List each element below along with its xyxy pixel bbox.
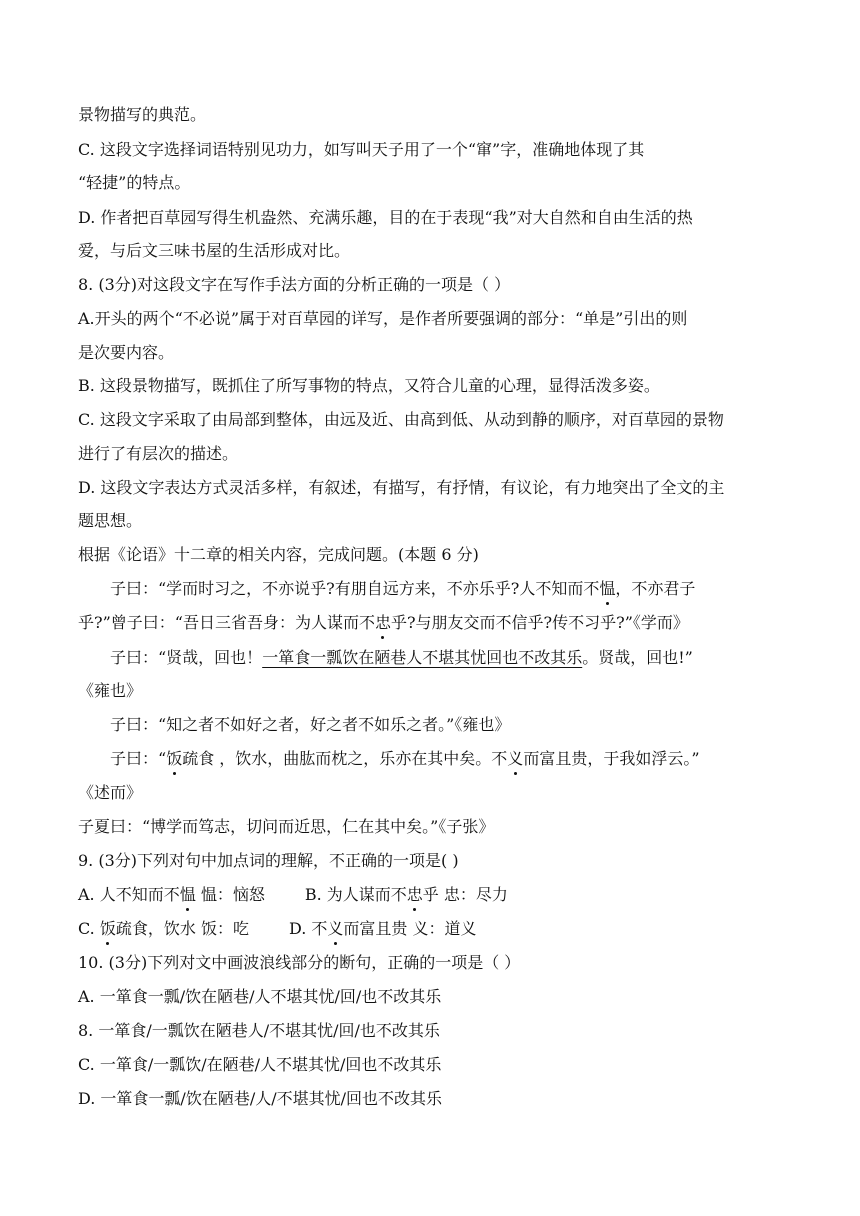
quote-line	[78, 612, 830, 634]
option-d: D. 这段文字表达方式灵活多样，有叙述，有描写，有抒情，有议论，有力地突出了全文的主	[78, 478, 725, 497]
q10-option: D. 一箪食一瓢/饮在陋巷/人/不堪其忧/回也不改其乐	[78, 1089, 442, 1108]
text-line: 景物描写的典范。	[78, 105, 207, 124]
q9-option-c: C. 饭疏食，饮水 饭：吃	[78, 919, 249, 938]
quote-text: 乎?与朋友交而不信乎?传不习乎?”《学而》	[390, 613, 689, 632]
q9-option-d: D. 不义而富且贵 义：道义	[288, 919, 477, 938]
quote-source: 《雍也》	[78, 681, 143, 700]
quote-text: 子曰：“学而时习之，不亦说乎?有朋自远方来，不亦乐乎?人不知而不	[110, 579, 600, 598]
question-8-stem: 8. (3分)对这段文字在写作手法方面的分析正确的一项是（ ）	[78, 275, 511, 294]
quote-text: 而富且贵，于我如浮云。”	[523, 749, 700, 768]
text-line: 是次要内容。	[78, 343, 175, 362]
text-line: D. 作者把百草园写得生机盎然、充满乐趣，目的在于表现“我”对大自然和自由生活的热	[78, 208, 693, 227]
wavy-underlined-text: 一箪食一瓢饮在陋巷人不堪其忧回也不改其乐	[262, 648, 583, 667]
dotted-char: 义	[327, 919, 344, 938]
quote-text: ，不亦君子	[615, 579, 696, 598]
dotted-char: 饭	[166, 749, 183, 768]
dotted-char: 饭	[99, 919, 116, 938]
text-line: 题思想。	[78, 511, 143, 530]
quote-line: 子曰：“知之者不如好之者，好之者不如乐之者。”《雍也》	[110, 715, 511, 734]
quote-text: 乎?”曾子曰：“吾日三省吾身：为人谋而不	[78, 613, 375, 632]
quote-line	[110, 578, 830, 600]
option-b: B. 这段景物描写，既抓住了所写事物的特点，又符合儿童的心理，显得活泼多姿。	[78, 376, 660, 395]
dotted-char: 忠	[406, 885, 423, 904]
text-line: C. 这段文字选择词语特别见功力，如写叫天子用了一个“窜”字，准确地体现了其	[78, 140, 645, 159]
quote-text: 子曰：“	[110, 749, 167, 768]
quote-text: 子曰：“贤哉，回也！	[110, 648, 263, 667]
quote-line	[110, 647, 830, 669]
q9-option-a: A. 人不知而不愠 愠：恼怒	[78, 885, 265, 904]
option-a: A.开头的两个“不必说”属于对百草园的详写，是作者所要强调的部分：“单是”引出的则	[78, 309, 688, 328]
quote-line	[110, 748, 830, 770]
text-line: 进行了有层次的描述。	[78, 444, 239, 463]
quote-line: 子夏曰：“博学而笃志，切问而近思，仁在其中矣。”《子张》	[78, 817, 495, 836]
text-line: “轻捷”的特点。	[78, 173, 191, 192]
q10-option: C. 一箪食/一瓢饮/在陋巷/人不堪其忧/回也不改其乐	[78, 1055, 442, 1074]
q9-options-row	[78, 884, 830, 906]
quote-text: 疏食 ，饮水，曲肱而枕之，乐亦在其中矣。不	[182, 749, 508, 768]
dotted-char: 义	[507, 749, 524, 768]
dotted-char: 愠	[599, 579, 616, 598]
question-9-stem: 9. (3分)下列对句中加点词的理解，不正确的一项是( )	[78, 851, 459, 870]
quote-source: 《述而》	[78, 783, 143, 802]
dotted-char: 愠	[179, 885, 196, 904]
q9-options-row	[78, 918, 830, 940]
option-c: C. 这段文字采取了由局部到整体，由远及近、由高到低、从动到静的顺序，对百草园的景物	[78, 410, 724, 429]
q9-option-b: B. 为人谋而不忠乎 忠：尽力	[304, 885, 508, 904]
q10-option: A. 一箪食一瓢/饮在陋巷/人不堪其忧/回/也不改其乐	[78, 987, 442, 1006]
section-heading: 根据《论语》十二章的相关内容，完成问题。(本题 6 分)	[78, 545, 479, 564]
question-10-stem: 10. (3分)下列对文中画波浪线部分的断句，正确的一项是（ ）	[78, 953, 521, 972]
text-line: 爱，与后文三味书屋的生活形成对比。	[78, 241, 351, 260]
q10-option: 8. 一箪食/一瓢饮在陋巷人/不堪其忧/回/也不改其乐	[78, 1021, 440, 1040]
quote-text: 。贤哉，回也!”	[582, 648, 693, 667]
dotted-char: 忠	[374, 613, 391, 632]
